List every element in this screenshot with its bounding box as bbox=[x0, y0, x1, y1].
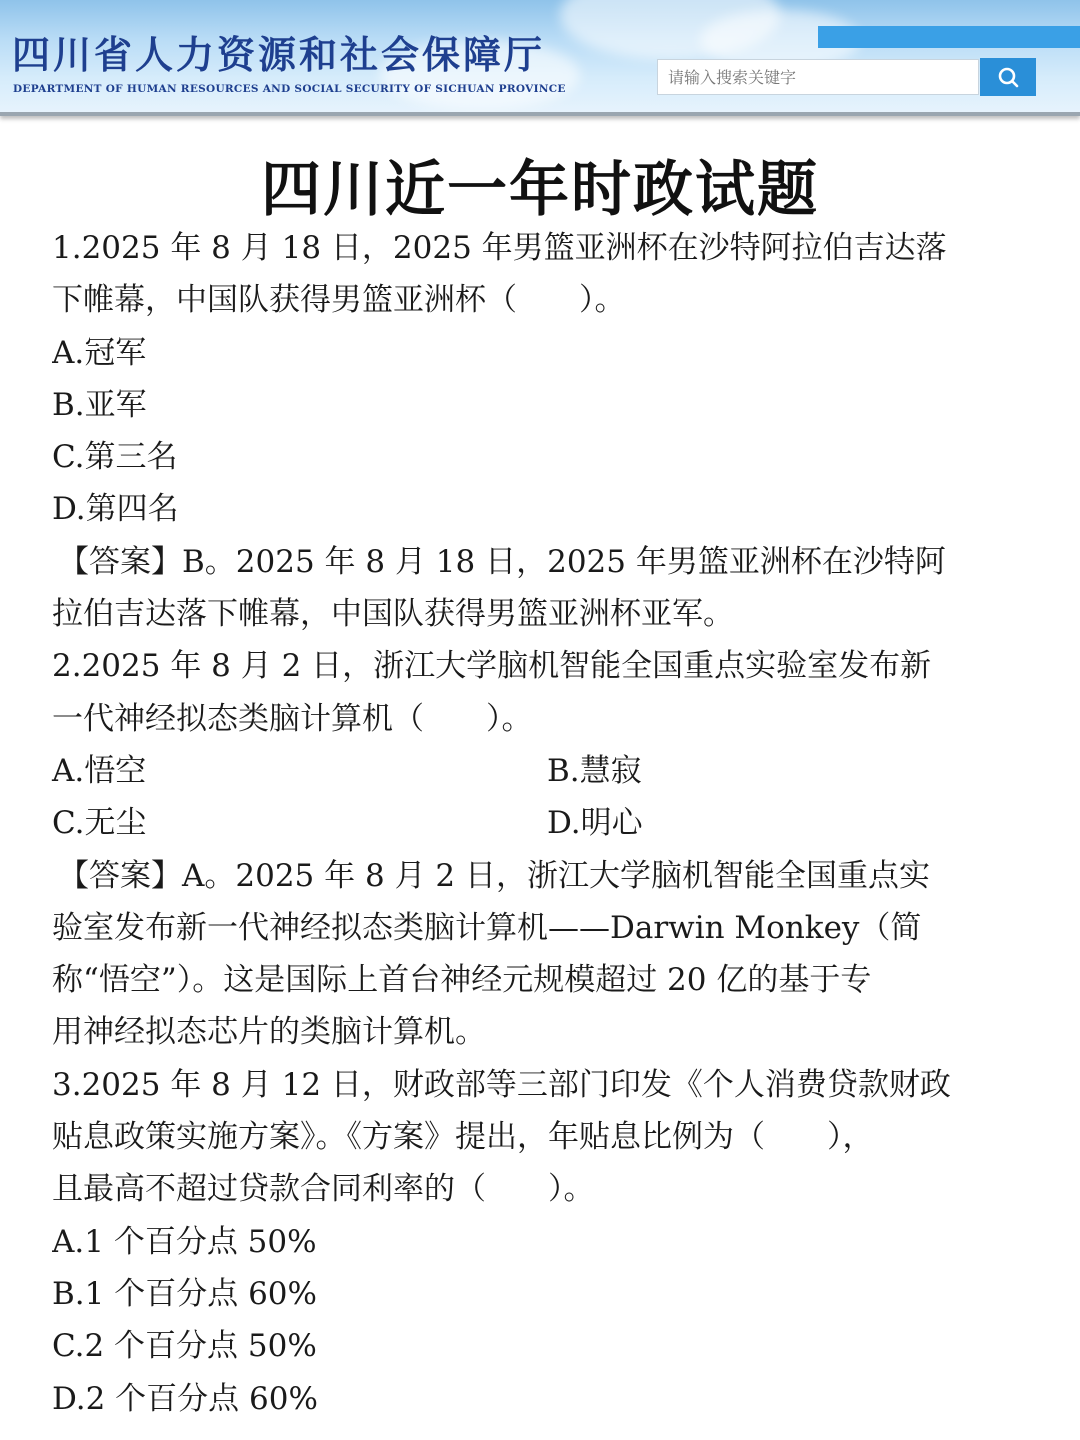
question-text-line: 贴息政策实施方案》。《方案》提出，年贴息比例为（ ）， bbox=[52, 1119, 874, 1156]
search-icon bbox=[996, 65, 1020, 89]
page-title: 四川近一年时政试题 bbox=[261, 155, 819, 225]
question-text-line: 2.2025 年 8 月 2 日，浙江大学脑机智能全国重点实验室发布新 bbox=[52, 648, 932, 685]
site-header bbox=[0, 0, 1080, 116]
header-accent-bar bbox=[818, 26, 1080, 48]
option-b: B.1 个百分点 60% bbox=[52, 1275, 317, 1312]
answer-text-line: 【答案】A。2025 年 8 月 2 日，浙江大学脑机智能全国重点实 bbox=[58, 857, 930, 894]
search-input[interactable] bbox=[658, 60, 978, 94]
question-2 bbox=[52, 640, 1042, 1058]
question-text-line: 1.2025 年 8 月 18 日，2025 年男篮亚洲杯在沙特阿拉伯吉达落 bbox=[52, 230, 947, 266]
question-text-line: 一代神经拟态类脑计算机（ ）。 bbox=[52, 700, 533, 737]
answer-text-line: 称“悟空”）。这是国际上首台神经元规模超过 20 亿的基于专 bbox=[52, 962, 872, 999]
question-1 bbox=[52, 222, 1042, 640]
option-d: D.第四名 bbox=[52, 491, 179, 528]
option-d: D.明心 bbox=[547, 805, 643, 842]
article-content bbox=[52, 222, 1042, 1425]
question-3 bbox=[52, 1059, 1042, 1425]
option-row bbox=[52, 745, 1042, 797]
option-a: A.悟空 bbox=[52, 752, 147, 789]
question-text-line: 且最高不超过贷款合同利率的（ ）。 bbox=[52, 1171, 595, 1208]
option-d: D.2 个百分点 60% bbox=[52, 1380, 318, 1417]
answer-text-line: 【答案】B。2025 年 8 月 18 日，2025 年男篮亚洲杯在沙特阿 bbox=[58, 543, 946, 580]
answer-text-line: 验室发布新一代神经拟态类脑计算机——Darwin Monkey（简 bbox=[52, 909, 922, 946]
search-box bbox=[657, 59, 979, 95]
option-c: C.无尘 bbox=[52, 805, 147, 842]
question-text-line: 3.2025 年 8 月 12 日，财政部等三部门印发《个人消费贷款财政 bbox=[52, 1066, 951, 1103]
option-b: B.亚军 bbox=[52, 386, 147, 423]
question-text-line: 下帷幕，中国队获得男篮亚洲杯（ ）。 bbox=[52, 282, 626, 319]
option-a: A.冠军 bbox=[52, 334, 147, 371]
site-logo-title[interactable]: 四川省人力资源和社会保障厅 bbox=[12, 32, 546, 77]
answer-text-line: 拉伯吉达落下帷幕，中国队获得男篮亚洲杯亚军。 bbox=[52, 596, 734, 633]
option-b: B.慧寂 bbox=[547, 752, 642, 789]
answer-text-line: 用神经拟态芯片的类脑计算机。 bbox=[52, 1014, 486, 1051]
site-logo-subtitle: DEPARTMENT OF HUMAN RESOURCES AND SOCIAL SECURITY OF SICHUAN PROVINCE bbox=[13, 83, 566, 95]
search-button[interactable] bbox=[980, 58, 1036, 96]
option-row bbox=[52, 797, 1042, 849]
option-c: C.2 个百分点 50% bbox=[52, 1328, 317, 1365]
option-a: A.1 个百分点 50% bbox=[52, 1223, 317, 1260]
option-c: C.第三名 bbox=[52, 439, 178, 476]
